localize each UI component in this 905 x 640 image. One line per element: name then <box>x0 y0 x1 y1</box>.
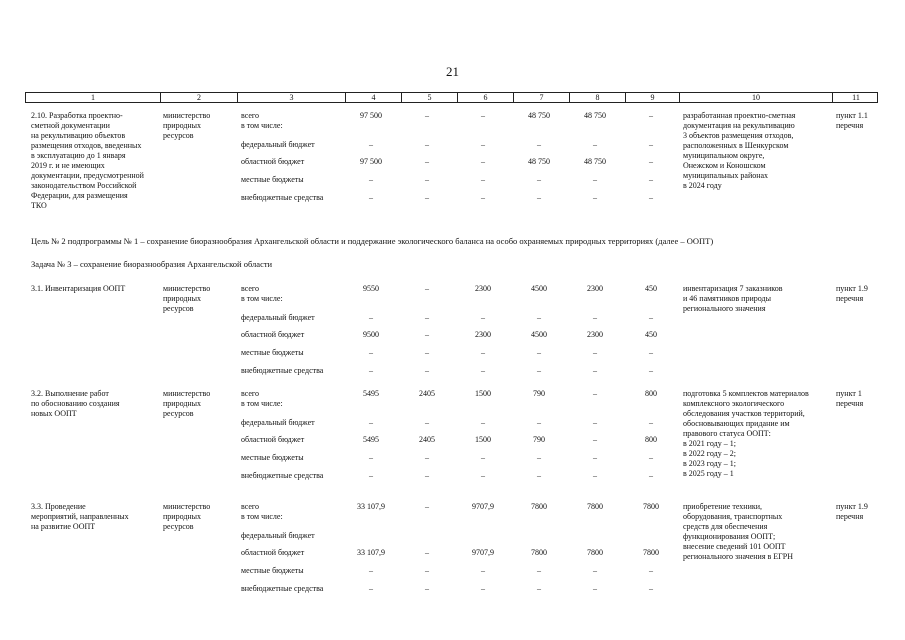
measure-name-line: мероприятий, направленных <box>31 512 129 521</box>
column-number-4: 4 <box>345 93 401 102</box>
amount-cell: 800 <box>645 389 657 398</box>
amount-cell: – <box>481 348 485 357</box>
amount-cell: – <box>369 566 373 575</box>
amount-cell: – <box>593 453 597 462</box>
amount-cell: – <box>369 193 373 202</box>
amount-cell: – <box>649 175 653 184</box>
amount-cell: 7800 <box>587 502 603 511</box>
amount-cell: – <box>481 111 485 120</box>
amount-cell: – <box>425 548 429 557</box>
reference-line: перечня <box>836 294 864 303</box>
amount-cell: 48 750 <box>528 111 550 120</box>
amount-cell: – <box>481 471 485 480</box>
executor-line: министерство <box>163 111 211 120</box>
result-line: разработанная проектно-сметная <box>683 111 796 120</box>
reference-line: пункт 1.9 <box>836 284 868 293</box>
executor-line: природных <box>163 512 202 521</box>
amount-cell: – <box>425 348 429 357</box>
source-local-label: местные бюджеты <box>241 453 304 462</box>
amount-cell: – <box>425 330 429 339</box>
amount-cell: 9550 <box>363 284 379 293</box>
source-incl-label: в том числе: <box>241 121 283 130</box>
amount-cell: 7800 <box>531 502 547 511</box>
amount-cell: – <box>537 348 541 357</box>
amount-cell: – <box>537 313 541 322</box>
result-line: муниципальных районах <box>683 171 769 180</box>
measure-name-line: сметной документации <box>31 121 110 130</box>
amount-cell: – <box>481 366 485 375</box>
amount-cell: – <box>649 348 653 357</box>
amount-cell: – <box>537 471 541 480</box>
amount-cell: – <box>481 313 485 322</box>
source-extra-label: внебюджетные средства <box>241 584 324 593</box>
amount-cell: – <box>369 348 373 357</box>
executor-line: природных <box>163 399 202 408</box>
result-line: правового статуса ООПТ: <box>683 429 771 438</box>
amount-cell: 2300 <box>475 330 491 339</box>
result-line: документация на рекультивацию <box>683 121 795 130</box>
amount-cell: 800 <box>645 435 657 444</box>
amount-cell: – <box>369 453 373 462</box>
source-federal-label: федеральный бюджет <box>241 418 315 427</box>
result-line: оборудования, транспортных <box>683 512 783 521</box>
amount-cell: – <box>481 193 485 202</box>
amount-cell: – <box>649 584 653 593</box>
amount-cell: – <box>537 418 541 427</box>
amount-cell: – <box>593 193 597 202</box>
amount-cell: – <box>425 284 429 293</box>
measure-name-line: законодательством Российской <box>31 181 137 190</box>
source-extra-label: внебюджетные средства <box>241 366 324 375</box>
measure-name-line: размещения отходов, введенных <box>31 141 142 150</box>
amount-cell: – <box>649 193 653 202</box>
result-line: подготовка 5 комплектов материалов <box>683 389 809 398</box>
amount-cell: 48 750 <box>528 157 550 166</box>
result-line: расположенных в Шенкурском <box>683 141 789 150</box>
column-number-7: 7 <box>513 93 569 102</box>
source-incl-label: в том числе: <box>241 294 283 303</box>
amount-cell: 9707,9 <box>472 548 494 557</box>
source-incl-label: в том числе: <box>241 399 283 408</box>
amount-cell: – <box>425 111 429 120</box>
result-line: инвентаризация 7 заказников <box>683 284 783 293</box>
measure-name-line: Федерации, для размещения <box>31 191 128 200</box>
amount-cell: 4500 <box>531 330 547 339</box>
result-line: комплексного экологического <box>683 399 785 408</box>
amount-cell: 7800 <box>643 548 659 557</box>
goal-heading: Цель № 2 подпрограммы № 1 – сохранение биоразнообразия Архангельской области и поддержание экологического баланса на особо охраняемых природных территориях (далее – ООПТ) <box>31 236 714 246</box>
amount-cell: – <box>481 566 485 575</box>
amount-cell: – <box>425 175 429 184</box>
source-regional-label: областной бюджет <box>241 157 305 166</box>
executor-line: министерство <box>163 389 211 398</box>
executor-line: природных <box>163 294 202 303</box>
source-local-label: местные бюджеты <box>241 566 304 575</box>
reference-line: пункт 1 <box>836 389 862 398</box>
amount-cell: – <box>649 140 653 149</box>
source-federal-label: федеральный бюджет <box>241 140 315 149</box>
amount-cell: 1500 <box>475 389 491 398</box>
source-regional-label: областной бюджет <box>241 435 305 444</box>
amount-cell: 7800 <box>643 502 659 511</box>
source-local-label: местные бюджеты <box>241 175 304 184</box>
source-local-label: местные бюджеты <box>241 348 304 357</box>
column-number-9: 9 <box>625 93 679 102</box>
executor-line: природных <box>163 121 202 130</box>
source-total-label: всего <box>241 502 260 511</box>
column-number-5: 5 <box>401 93 457 102</box>
amount-cell: – <box>593 435 597 444</box>
amount-cell: – <box>369 366 373 375</box>
executor-line: ресурсов <box>163 522 194 531</box>
amount-cell: – <box>593 366 597 375</box>
amount-cell: – <box>425 193 429 202</box>
source-total-label: всего <box>241 389 260 398</box>
result-line: функционирования ООПТ; <box>683 532 776 541</box>
amount-cell: – <box>649 453 653 462</box>
result-line: 3 объектов размещения отходов, <box>683 131 794 140</box>
result-line: в 2023 году – 1; <box>683 459 736 468</box>
amount-cell: – <box>649 471 653 480</box>
result-line: регионального значения <box>683 304 766 313</box>
measure-name-line: ТКО <box>31 201 47 210</box>
amount-cell: – <box>593 584 597 593</box>
amount-cell: – <box>593 348 597 357</box>
source-extra-label: внебюджетные средства <box>241 471 324 480</box>
amount-cell: 7800 <box>587 548 603 557</box>
executor-line: ресурсов <box>163 304 194 313</box>
amount-cell: – <box>649 157 653 166</box>
amount-cell: – <box>593 313 597 322</box>
source-federal-label: федеральный бюджет <box>241 313 315 322</box>
result-line: приобретение техники, <box>683 502 763 511</box>
source-regional-label: областной бюджет <box>241 330 305 339</box>
column-number-10: 10 <box>679 93 832 102</box>
amount-cell: – <box>649 366 653 375</box>
amount-cell: – <box>593 140 597 149</box>
amount-cell: 9500 <box>363 330 379 339</box>
source-regional-label: областной бюджет <box>241 548 305 557</box>
amount-cell: – <box>649 313 653 322</box>
measure-name-line: на развитие ООПТ <box>31 522 96 531</box>
amount-cell: – <box>425 313 429 322</box>
measure-name-line: новых ООПТ <box>31 409 77 418</box>
amount-cell: – <box>425 566 429 575</box>
amount-cell: – <box>537 175 541 184</box>
amount-cell: 790 <box>533 389 545 398</box>
amount-cell: 450 <box>645 330 657 339</box>
column-number-11: 11 <box>832 93 879 102</box>
result-line: в 2021 году – 1; <box>683 439 736 448</box>
amount-cell: – <box>537 366 541 375</box>
source-federal-label: федеральный бюджет <box>241 531 315 540</box>
measure-name-line: 3.3. Проведение <box>31 502 86 511</box>
amount-cell: 2300 <box>587 284 603 293</box>
amount-cell: – <box>593 175 597 184</box>
task-heading: Задача № 3 – сохранение биоразнообразия Архангельской области <box>31 259 273 269</box>
amount-cell: 4500 <box>531 284 547 293</box>
amount-cell: 2405 <box>419 435 435 444</box>
amount-cell: – <box>369 584 373 593</box>
measure-name-line: 2019 г. и не имеющих <box>31 161 105 170</box>
column-number-6: 6 <box>457 93 513 102</box>
source-total-label: всего <box>241 111 260 120</box>
amount-cell: 48 750 <box>584 111 606 120</box>
amount-cell: – <box>369 471 373 480</box>
amount-cell: 97 500 <box>360 111 382 120</box>
amount-cell: – <box>425 140 429 149</box>
column-number-8: 8 <box>569 93 625 102</box>
amount-cell: – <box>425 584 429 593</box>
amount-cell: – <box>425 453 429 462</box>
measure-name-line: по обоснованию создания <box>31 399 120 408</box>
executor-line: министерство <box>163 284 211 293</box>
amount-cell: – <box>593 566 597 575</box>
amount-cell: – <box>537 584 541 593</box>
result-line: в 2025 году – 1 <box>683 469 734 478</box>
amount-cell: – <box>481 418 485 427</box>
amount-cell: 9707,9 <box>472 502 494 511</box>
amount-cell: – <box>649 418 653 427</box>
amount-cell: – <box>593 389 597 398</box>
amount-cell: – <box>537 193 541 202</box>
result-line: регионального значения в ЕГРН <box>683 552 794 561</box>
reference-line: перечня <box>836 512 864 521</box>
result-line: Онежском и Коношском <box>683 161 766 170</box>
amount-cell: – <box>537 453 541 462</box>
result-line: и 46 памятников природы <box>683 294 771 303</box>
amount-cell: – <box>593 418 597 427</box>
executor-line: ресурсов <box>163 409 194 418</box>
result-line: средств для обеспечения <box>683 522 768 531</box>
executor-line: министерство <box>163 502 211 511</box>
measure-name-line: на рекультивацию объектов <box>31 131 126 140</box>
amount-cell: – <box>425 502 429 511</box>
amount-cell: – <box>481 157 485 166</box>
amount-cell: 7800 <box>531 548 547 557</box>
source-extra-label: внебюджетные средства <box>241 193 324 202</box>
result-line: обосновывающих придание им <box>683 419 790 428</box>
executor-line: ресурсов <box>163 131 194 140</box>
page-number: 21 <box>446 64 459 79</box>
column-number-1: 1 <box>91 93 95 102</box>
result-line: в 2022 году – 2; <box>683 449 736 458</box>
amount-cell: – <box>481 453 485 462</box>
amount-cell: – <box>593 471 597 480</box>
amount-cell: 2300 <box>475 284 491 293</box>
amount-cell: – <box>481 584 485 593</box>
amount-cell: – <box>369 140 373 149</box>
amount-cell: – <box>649 566 653 575</box>
amount-cell: – <box>369 418 373 427</box>
amount-cell: 450 <box>645 284 657 293</box>
amount-cell: 2405 <box>419 389 435 398</box>
amount-cell: 33 107,9 <box>357 548 385 557</box>
amount-cell: – <box>481 140 485 149</box>
source-incl-label: в том числе: <box>241 512 283 521</box>
reference-line: пункт 1.1 <box>836 111 868 120</box>
column-number-2: 2 <box>160 93 237 102</box>
amount-cell: 790 <box>533 435 545 444</box>
amount-cell: 48 750 <box>584 157 606 166</box>
result-line: муниципальном округе, <box>683 151 765 160</box>
amount-cell: 97 500 <box>360 157 382 166</box>
amount-cell: 1500 <box>475 435 491 444</box>
amount-cell: 2300 <box>587 330 603 339</box>
amount-cell: – <box>425 471 429 480</box>
amount-cell: 5495 <box>363 389 379 398</box>
reference-line: перечня <box>836 399 864 408</box>
reference-line: перечня <box>836 121 864 130</box>
amount-cell: 5495 <box>363 435 379 444</box>
amount-cell: – <box>537 566 541 575</box>
amount-cell: – <box>481 175 485 184</box>
amount-cell: – <box>425 366 429 375</box>
measure-name-line: документации, предусмотренной <box>31 171 144 180</box>
result-line: внесение сведений 101 ООПТ <box>683 542 786 551</box>
source-total-label: всего <box>241 284 260 293</box>
result-line: в 2024 году <box>683 181 722 190</box>
column-number-header <box>25 92 878 103</box>
measure-name-line: 3.1. Инвентаризация ООПТ <box>31 284 126 293</box>
measure-name-line: в эксплуатацию до 1 января <box>31 151 126 160</box>
amount-cell: – <box>425 157 429 166</box>
amount-cell: – <box>649 111 653 120</box>
amount-cell: – <box>537 140 541 149</box>
amount-cell: – <box>369 175 373 184</box>
measure-name-line: 3.2. Выполнение работ <box>31 389 109 398</box>
amount-cell: 33 107,9 <box>357 502 385 511</box>
amount-cell: – <box>369 313 373 322</box>
measure-name-line: 2.10. Разработка проектно- <box>31 111 123 120</box>
result-line: обследования участков территорий, <box>683 409 805 418</box>
reference-line: пункт 1.9 <box>836 502 868 511</box>
amount-cell: – <box>425 418 429 427</box>
column-number-3: 3 <box>237 93 345 102</box>
